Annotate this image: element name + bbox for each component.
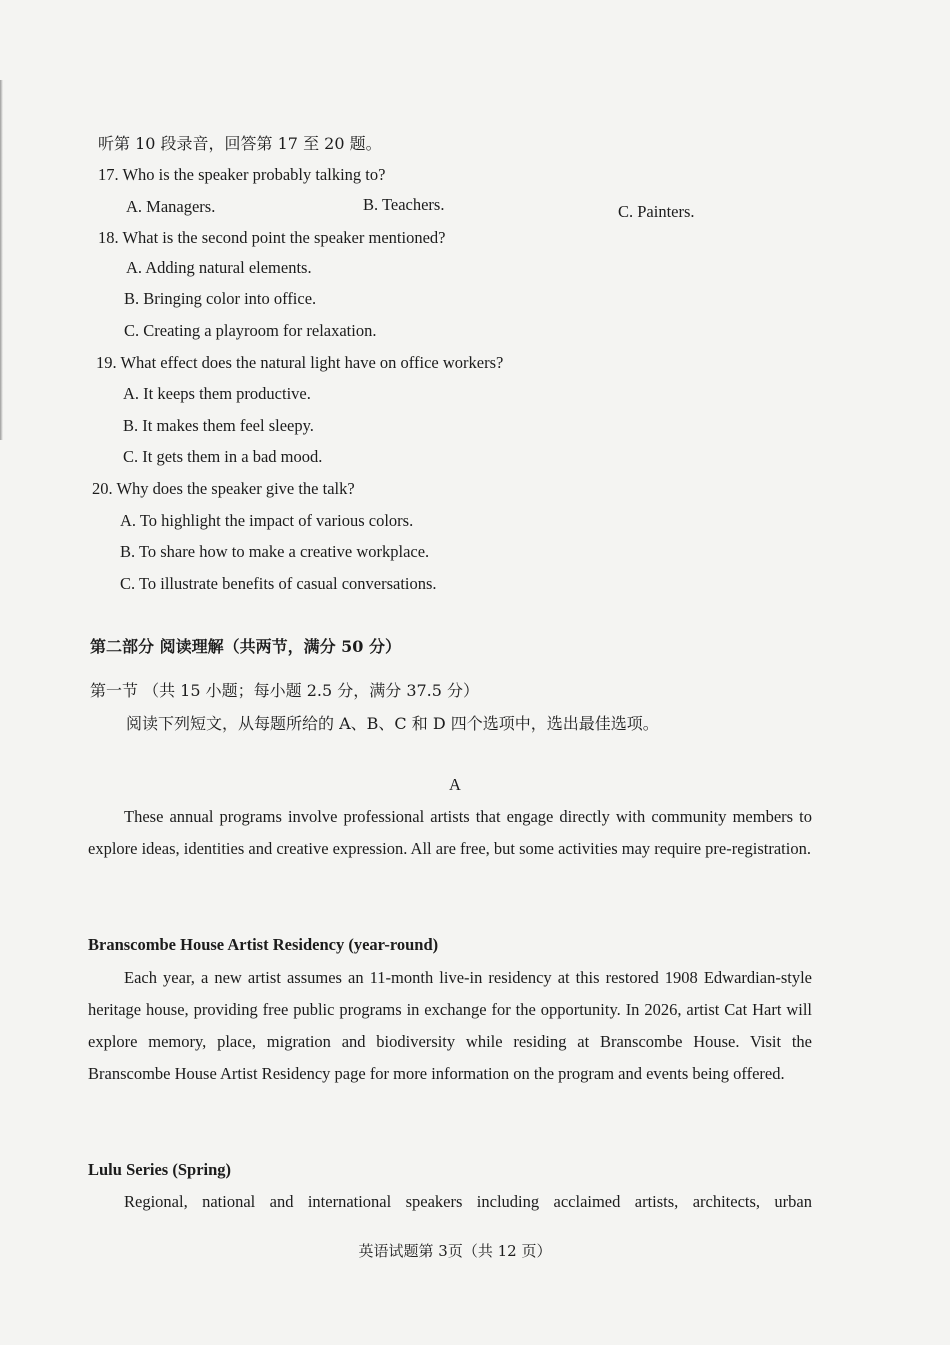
passage-intro: These annual programs involve professional artists that engage directly with community members to explore ideas, identities and creative expression. All are free, but some activities may require pre-registration. xyxy=(88,807,812,858)
section-intro: 听第 10 段录音，回答第 17 至 20 题。 xyxy=(98,134,382,153)
passage-label: A xyxy=(449,775,461,794)
question-19-stem: 19. What effect does the natural light have on office workers? xyxy=(96,353,504,372)
question-17-stem: 17. Who is the speaker probably talking to? xyxy=(98,165,386,184)
question-20-option-c: C. To illustrate benefits of casual conversations. xyxy=(120,574,437,593)
question-20-option-b: B. To share how to make a creative workplace. xyxy=(120,542,430,561)
question-17-option-b: B. Teachers. xyxy=(363,195,445,214)
question-19-option-b: B. It makes them feel sleepy. xyxy=(123,416,314,435)
lulu-heading: Lulu Series (Spring) xyxy=(88,1160,232,1179)
residency-heading: Branscombe House Artist Residency (year-round) xyxy=(88,935,439,954)
question-19-option-a: A. It keeps them productive. xyxy=(123,384,311,403)
question-17-option-a: A. Managers. xyxy=(126,197,216,216)
question-18-option-a: A. Adding natural elements. xyxy=(126,258,312,277)
question-18-option-c: C. Creating a playroom for relaxation. xyxy=(124,321,377,340)
page-binding-edge xyxy=(0,80,3,440)
page-footer: 英语试题第 3页（共 12 页） xyxy=(358,1242,552,1260)
residency-body: Each year, a new artist assumes an 11-month live-in residency at this restored 1908 Edwardian-style heritage house, providing free public programs in exchange for the opportunity. In 2026, artist Cat Hart will explore memory, place, migration and biodiversity while residing at Branscombe House. Visit the Branscombe House Artist Residency page for more information on the program and events being offered. xyxy=(88,968,812,1083)
reading-instruction: 阅读下列短文，从每题所给的 A、B、C 和 D 四个选项中，选出最佳选项。 xyxy=(126,714,659,733)
section-one-title: 第一节 （共 15 小题；每小题 2.5 分，满分 37.5 分） xyxy=(90,681,480,700)
question-18-stem: 18. What is the second point the speaker mentioned? xyxy=(98,228,446,247)
question-20-stem: 20. Why does the speaker give the talk? xyxy=(92,479,355,498)
question-19-option-c: C. It gets them in a bad mood. xyxy=(123,447,323,466)
part-two-title: 第二部分 阅读理解（共两节，满分 50 分） xyxy=(90,637,401,656)
lulu-body: Regional, national and international speakers including acclaimed artists, architects, urban xyxy=(124,1192,812,1211)
question-20-option-a: A. To highlight the impact of various colors. xyxy=(120,511,414,530)
question-18-option-b: B. Bringing color into office. xyxy=(124,289,317,308)
question-17-option-c: C. Painters. xyxy=(618,202,695,221)
